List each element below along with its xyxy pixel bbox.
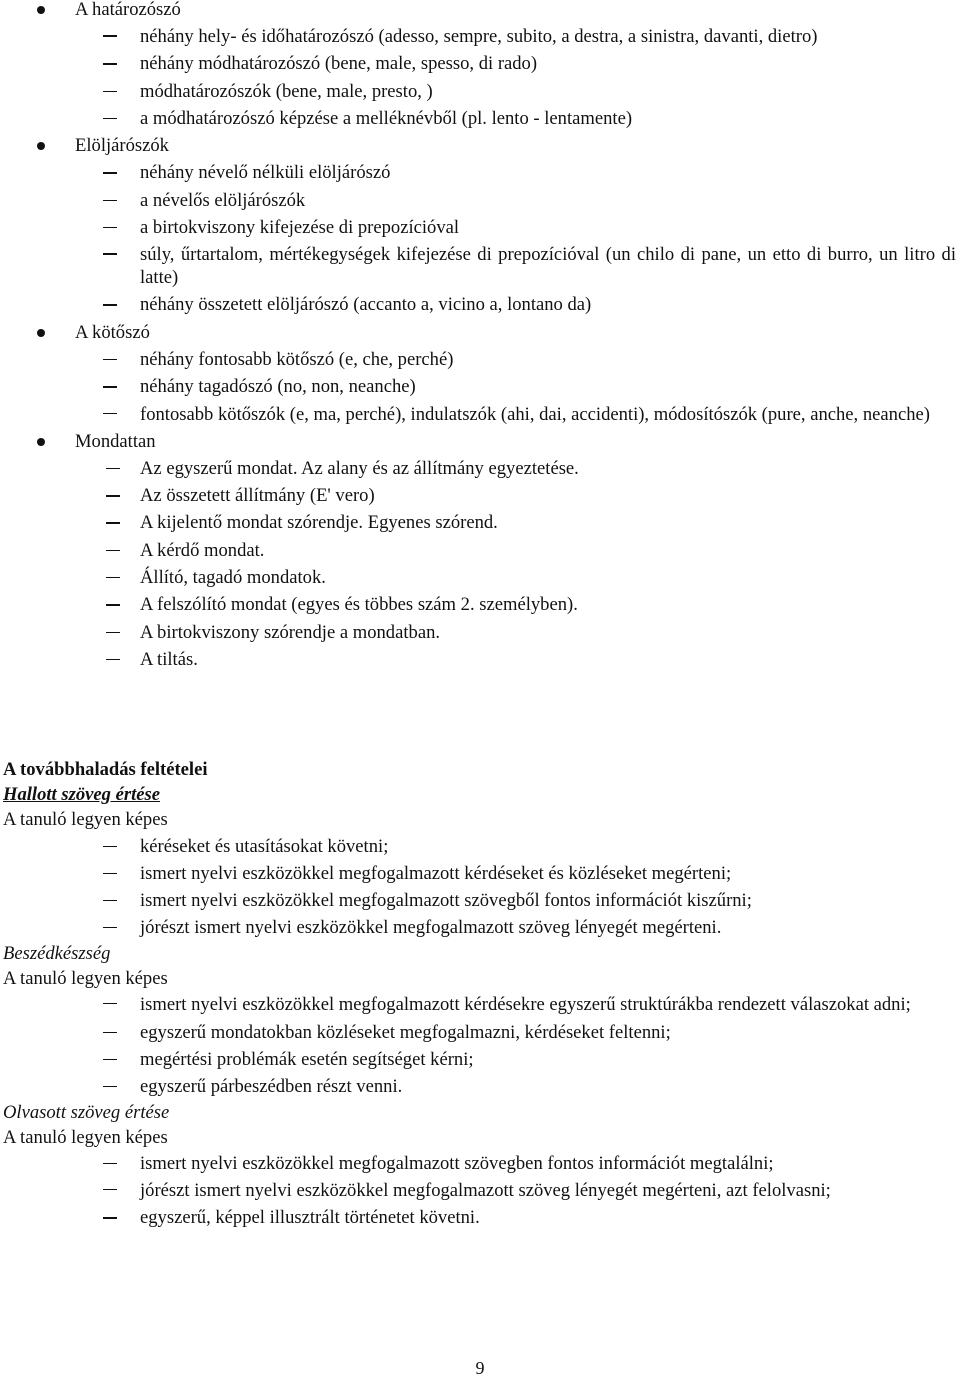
subsection-title: Hallott szöveg értése: [3, 784, 160, 806]
topic-title: Mondattan: [75, 430, 156, 452]
list-item-text: fontosabb kötőszók (e, ma, perché), indulatszók (ahi, dai, accidenti), módosítószók (pure, anche, neanche): [140, 403, 930, 425]
list-item-text: súly, űrtartalom, mértékegységek kifejezése di prepozícióval (un chilo di pane, un etto di burro, un litro di latte): [140, 244, 956, 289]
list-item: [0, 860, 960, 887]
list-item: [0, 619, 960, 646]
list-item: [0, 991, 960, 1019]
dash-icon: [106, 522, 120, 523]
list-item-text: A tiltás.: [140, 648, 198, 670]
dash-icon: [103, 1217, 117, 1218]
dash-icon: [103, 172, 117, 173]
list-item: [0, 401, 960, 428]
subsection-intro: A tanuló legyen képes: [3, 967, 168, 989]
list-item-text: egyszerű mondatokban közléseket megfogalmazni, kérdéseket feltenni;: [140, 1021, 671, 1043]
dash-icon: [106, 550, 120, 551]
dash-icon: [103, 413, 117, 414]
subsection-title: Olvasott szöveg értése: [3, 1101, 170, 1123]
list-item: [0, 833, 960, 860]
dash-icon: [106, 604, 120, 605]
dash-icon: [103, 200, 117, 201]
dash-icon: [103, 91, 117, 92]
bullet-icon: [37, 329, 45, 337]
list-item: [0, 646, 960, 673]
list-item: [0, 1177, 960, 1205]
section-title: A továbbhaladás feltételei: [3, 759, 208, 780]
list-item: [0, 591, 960, 618]
list-item: [0, 78, 960, 105]
dash-icon: [103, 304, 117, 305]
list-item-text: egyszerű, képpel illusztrált történetet követni.: [140, 1207, 480, 1229]
list-item-text: néhány módhatározószó (bene, male, spesso, di rado): [140, 53, 538, 75]
list-item: [0, 482, 960, 509]
bullet-icon: [37, 142, 45, 150]
bullet-icon: [37, 438, 45, 446]
topic-title: Elöljárószók: [75, 135, 169, 157]
topic-title: A kötőszó: [75, 321, 150, 343]
list-item-text: A kérdő mondat.: [140, 539, 265, 561]
list-item: [0, 346, 960, 373]
list-item-text: néhány hely- és időhatározószó (adesso, sempre, subito, a destra, a sinistra, davanti, dietro): [140, 26, 818, 48]
dash-icon: [103, 227, 117, 228]
list-item: [0, 241, 960, 291]
list-item: [0, 291, 960, 318]
list-item: [0, 887, 960, 914]
list-item: [0, 187, 960, 214]
dash-icon: [106, 495, 120, 496]
dash-icon: [103, 63, 117, 64]
dash-icon: [106, 659, 120, 660]
list-item: [0, 214, 960, 241]
dash-icon: [103, 35, 117, 36]
dash-icon: [106, 577, 120, 578]
list-item-text: Az egyszerű mondat. Az alany és az állítmány egyeztetése.: [140, 457, 579, 479]
topic-heading: [0, 428, 960, 455]
list-item: [0, 1150, 960, 1177]
subsection-intro: A tanuló legyen képes: [3, 809, 168, 831]
dash-icon: [103, 118, 117, 119]
subsection-intro: A tanuló legyen képes: [3, 1126, 168, 1148]
list-item: [0, 455, 960, 482]
list-item: [0, 914, 960, 941]
dash-icon: [103, 253, 117, 254]
list-item: [0, 23, 960, 50]
dash-icon: [103, 1163, 117, 1164]
bullet-icon: [37, 6, 45, 14]
topic-heading: [0, 319, 960, 346]
list-item-text: jórészt ismert nyelvi eszközökkel megfogalmazott szöveg lényegét megérteni.: [140, 916, 722, 938]
list-item-text: néhány tagadószó (no, non, neanche): [140, 376, 416, 398]
list-item: [0, 1073, 960, 1100]
list-item: [0, 1204, 960, 1231]
dash-icon: [106, 468, 120, 469]
list-item-text: ismert nyelvi eszközökkel megfogalmazott kérdéseket és közléseket megérteni;: [140, 862, 732, 884]
dash-icon: [103, 359, 117, 360]
requirements-section: [0, 757, 960, 1231]
dash-icon: [103, 1189, 117, 1190]
list-item-text: A birtokviszony szórendje a mondatban.: [140, 621, 441, 643]
list-item-text: Állító, tagadó mondatok.: [140, 567, 326, 589]
dash-icon: [103, 873, 117, 874]
list-item: [0, 159, 960, 186]
list-item-text: kéréseket és utasításokat követni;: [140, 835, 389, 857]
list-item-text: ismert nyelvi eszközökkel megfogalmazott szövegben fontos információt megtalálni;: [140, 1152, 774, 1174]
dash-icon: [103, 1059, 117, 1060]
dash-icon: [103, 900, 117, 901]
topic-heading: [0, 132, 960, 159]
list-item-text: jórészt ismert nyelvi eszközökkel megfogalmazott szöveg lényegét megérteni, azt felolvasni;: [140, 1179, 831, 1201]
list-item-text: néhány névelő nélküli elöljárószó: [140, 162, 391, 184]
list-item: [0, 50, 960, 77]
dash-icon: [103, 927, 117, 928]
page-number: 9: [475, 1358, 485, 1378]
dash-icon: [103, 1086, 117, 1087]
list-item-text: néhány összetett elöljárószó (accanto a, vicino a, lontano da): [140, 294, 592, 316]
list-item: [0, 509, 960, 536]
list-item-text: A kijelentő mondat szórendje. Egyenes szórend.: [140, 512, 498, 534]
topic-heading: [0, 0, 960, 23]
list-item-text: megértési problémák esetén segítséget kérni;: [140, 1048, 474, 1070]
list-item: [0, 564, 960, 591]
list-item: [0, 373, 960, 400]
topic-title: A határozószó: [75, 0, 181, 20]
list-item-text: egyszerű párbeszédben részt venni.: [140, 1075, 403, 1097]
list-item-text: ismert nyelvi eszközökkel megfogalmazott kérdésekre egyszerű struktúrákba rendezett válaszokat adni;: [140, 994, 911, 1016]
list-item: [0, 1019, 960, 1046]
list-item-text: A felszólító mondat (egyes és többes szám 2. személyben).: [140, 594, 578, 616]
list-item: [0, 1046, 960, 1073]
list-item-text: a módhatározószó képzése a melléknévből (pl. lento - lentamente): [140, 107, 633, 129]
list-item: [0, 105, 960, 132]
list-item-text: a birtokviszony kifejezése di prepozícióval: [140, 217, 460, 239]
subsection-title: Beszédkészség: [3, 942, 111, 964]
list-item-text: ismert nyelvi eszközökkel megfogalmazott szövegből fontos információt kiszűrni;: [140, 889, 752, 911]
dash-icon: [106, 632, 120, 633]
dash-icon: [103, 846, 117, 847]
list-item-text: módhatározószók (bene, male, presto, ): [140, 80, 433, 102]
grammar-topics: [0, 0, 960, 673]
dash-icon: [103, 1003, 117, 1004]
list-item-text: a névelős elöljárószók: [140, 189, 306, 211]
list-item-text: néhány fontosabb kötőszó (e, che, perché): [140, 348, 454, 370]
dash-icon: [103, 386, 117, 387]
list-item: [0, 537, 960, 564]
dash-icon: [103, 1032, 117, 1033]
list-item-text: Az összetett állítmány (E' vero): [140, 485, 375, 507]
